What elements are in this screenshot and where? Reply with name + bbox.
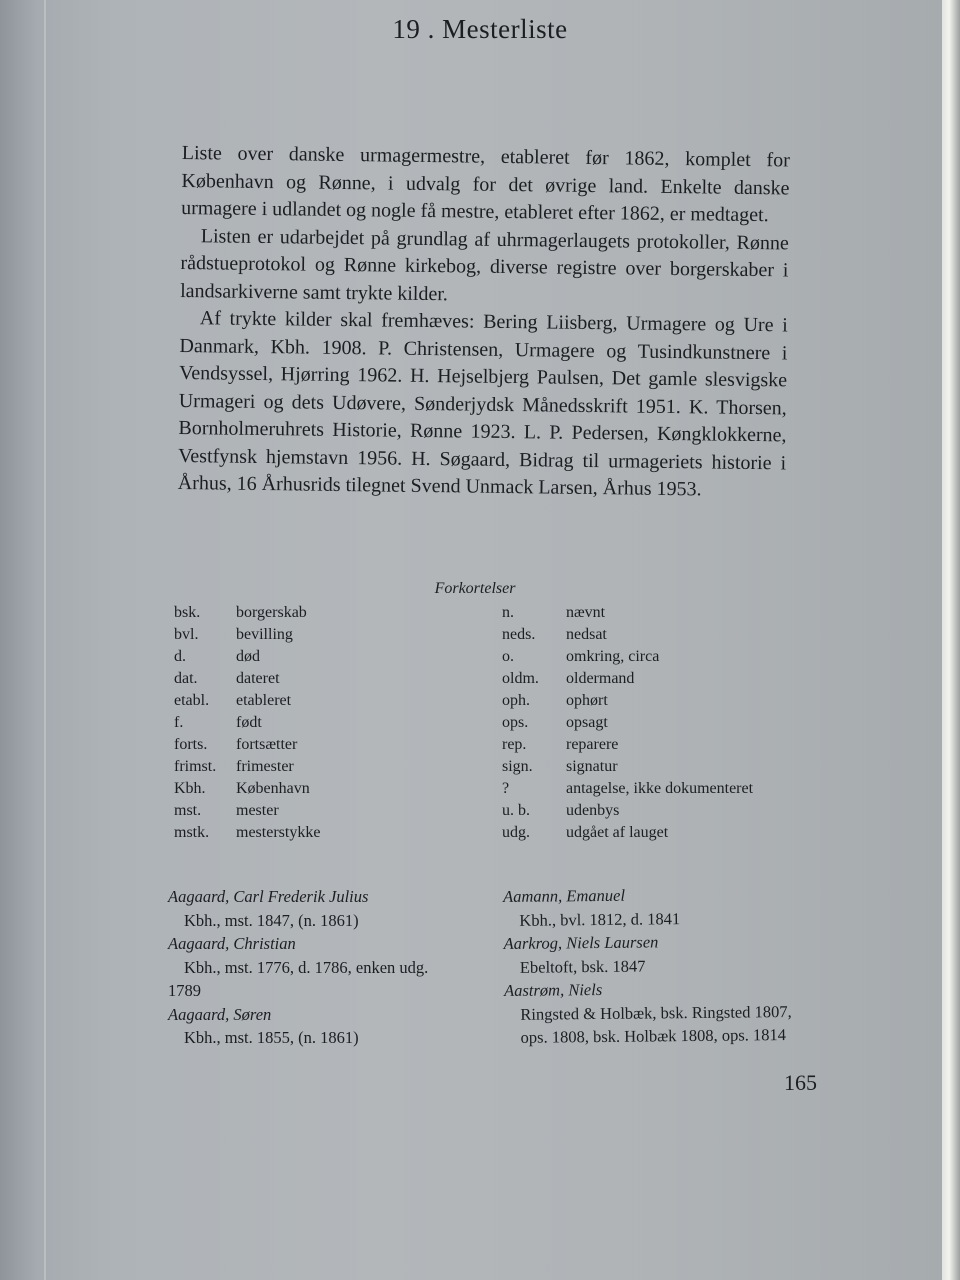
abbreviation-meaning: død (236, 648, 260, 665)
abbreviation-meaning: reparere (566, 736, 619, 753)
entry-detail: Kbh., mst. 1847, (n. 1861) (184, 910, 359, 930)
abbreviation-row (174, 624, 320, 646)
abbreviation: sign. (502, 758, 533, 775)
abbreviation-meaning: fortsætter (236, 736, 298, 753)
abbreviation: bvl. (174, 626, 199, 643)
abbreviation: mst. (174, 802, 202, 819)
abbreviation: forts. (174, 736, 208, 753)
entry-detail: Kbh., mst. 1776, d. 1786, enken udg. (184, 957, 429, 977)
abbreviation-row (502, 734, 753, 756)
abbreviation-row (502, 800, 753, 822)
abbreviations-heading: Forkortelser (434, 580, 516, 597)
intro-paragraph: Af trykte kilder skal fremhæves: Bering Liisberg, Urmagere og Ure i Danmark, Kbh. 1908. P. Christensen, Urmagere og Tusindkunstnere i Vendsyssel, Hjørring 1962. H. Hejselbjerg Paulsen, Det gamle slesvigske Urmageri og dets Udøvere, Sønderjydsk Månedsskrift 1951. K. Thorsen, Bornholmeruhrets Historie, Rønne 1923. L. P. Pedersen, Køngklokkerne, Vestfynsk hjemstavn 1956. H. Søgaard, Bidrag til urmageriets historie i Århus, 16 Århusrids tilegnet Svend Unmack Larsen, Århus 1953. (177, 307, 788, 501)
abbreviation: udg. (502, 824, 530, 841)
abbreviation-meaning: bevilling (236, 626, 293, 643)
entry-name: Aastrøm, Niels (504, 979, 603, 1000)
abbreviations-right-column (502, 602, 753, 844)
abbreviation-row (174, 602, 320, 624)
abbreviation: frimst. (174, 758, 217, 775)
abbreviation: bsk. (174, 604, 201, 621)
abbreviation: oph. (502, 692, 530, 709)
entries-right-column (503, 882, 825, 1050)
abbreviation-row (174, 822, 320, 844)
page-number: 165 (784, 1070, 817, 1095)
abbreviation: mstk. (174, 824, 210, 841)
abbreviation-row (502, 822, 753, 844)
abbreviation-meaning: nedsat (566, 626, 607, 643)
abbreviation: neds. (502, 626, 536, 643)
abbreviation-row (502, 602, 753, 624)
abbreviations-left-column (174, 602, 320, 844)
abbreviation-meaning: opsagt (566, 714, 608, 731)
abbreviation-meaning: signatur (566, 758, 618, 775)
intro-paragraph: Listen er udarbejdet på grundlag af uhrmagerlaugets protokoller, Rønne rådstueprotokol og Rønne kirkebog, diverse registre over borgerskaber i landsarkiverne samt trykte kilder. (180, 224, 789, 305)
abbreviation-meaning: antagelse, ikke dokumenteret (566, 780, 754, 797)
abbreviation: dat. (174, 670, 198, 687)
abbreviation-row (174, 668, 320, 690)
abbreviation-row (174, 756, 320, 778)
abbreviation: etabl. (174, 692, 210, 709)
abbreviation: rep. (502, 736, 527, 753)
intro-paragraph: Liste over danske urmagermestre, etableret før 1862, komplet for København og Rønne, i udvalg for det øvrige land. Enkelte danske urmagere i udlandet og nogle få mestre, etableret efter 1862, er medtaget. (181, 141, 790, 227)
page-edge (942, 0, 960, 1280)
abbreviation-meaning: udenbys (566, 802, 620, 819)
abbreviation: f. (174, 714, 184, 731)
abbreviation-row (174, 778, 320, 800)
abbreviation: d. (174, 648, 186, 665)
entry-name: Aagaard, Carl Frederik Julius (168, 887, 369, 906)
abbreviation-meaning: nævnt (566, 604, 606, 621)
abbreviation-meaning: udgået af lauget (566, 824, 669, 841)
entry-name: Aamann, Emanuel (503, 885, 626, 906)
abbreviation-meaning: København (236, 780, 310, 797)
entry-detail: Kbh., mst. 1855, (n. 1861) (184, 1028, 359, 1047)
abbreviation: ? (502, 780, 510, 797)
abbreviation-meaning: dateret (236, 670, 280, 687)
abbreviation: ops. (502, 714, 529, 731)
abbreviation: u. b. (502, 802, 530, 819)
abbreviation-meaning: oldermand (566, 670, 635, 687)
abbreviation-row (174, 800, 320, 822)
chapter-title: 19 . Mesterliste (392, 14, 568, 44)
abbreviation: o. (502, 648, 514, 665)
abbreviation-row (174, 734, 320, 756)
abbreviation: oldm. (502, 670, 539, 687)
entry-name: Aagaard, Søren (168, 1004, 272, 1024)
entry-detail: Ebeltoft, bsk. 1847 (519, 956, 646, 977)
entry-detail: Ringsted & Holbæk, bsk. Ringsted 1807, (520, 1001, 792, 1024)
abbreviation-row (174, 690, 320, 712)
abbreviation-meaning: født (236, 714, 262, 731)
entry-detail: ops. 1808, bsk. Holbæk 1808, ops. 1814 (520, 1025, 787, 1047)
abbreviation-meaning: omkring, circa (566, 648, 660, 665)
entry-name: Aagaard, Christian (168, 934, 296, 953)
entry-detail: 1789 (168, 981, 201, 1000)
page-fold-line (44, 0, 46, 1280)
abbreviation-row (502, 668, 753, 690)
entries-left-column (168, 885, 488, 1050)
abbreviation-meaning: frimester (236, 758, 294, 775)
entry-name: Aarkrog, Niels Laursen (503, 932, 659, 953)
abbreviation-row (502, 756, 753, 778)
abbreviation-meaning: etableret (236, 692, 292, 709)
abbreviation-row (502, 778, 753, 800)
intro-text (178, 140, 790, 505)
abbreviation-row (502, 690, 753, 712)
abbreviation-meaning: mester (236, 802, 279, 819)
abbreviation-row (174, 646, 320, 668)
abbreviation-row (174, 712, 320, 734)
abbreviation-row (502, 646, 753, 668)
abbreviation-meaning: borgerskab (236, 604, 307, 621)
abbreviation-row (502, 624, 753, 646)
abbreviation: n. (502, 604, 514, 621)
entry-detail: Kbh., bvl. 1812, d. 1841 (519, 908, 681, 930)
abbreviation: Kbh. (174, 780, 206, 797)
abbreviation-row (502, 712, 753, 734)
abbreviation-meaning: ophørt (566, 692, 608, 709)
abbreviation-meaning: mesterstykke (236, 824, 321, 841)
